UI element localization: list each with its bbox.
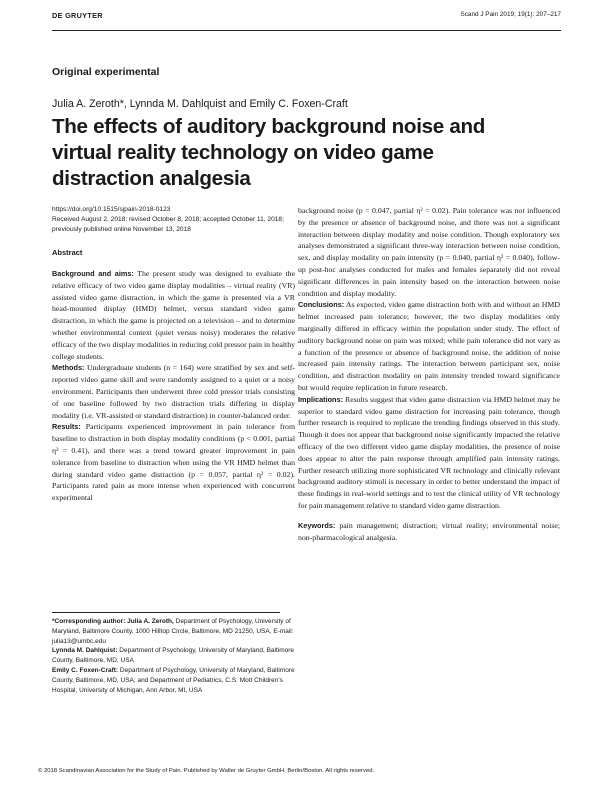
article-type-label: Original experimental [52,66,160,78]
implications-label: Implications: [298,394,344,404]
page-header [52,11,561,23]
methods-label: Methods: [52,363,85,373]
abstract-heading: Abstract [52,248,83,257]
publication-dates: Received August 2, 2018; revised October 8, 2018; accepted October 11, 2018; previously published online November 13, 2018 [52,216,284,233]
abstract-left-column [52,268,295,504]
footnote-divider [52,612,280,613]
background-label: Background and aims: [52,269,134,278]
background-text: The present study was designed to evaluate the relative efficacy of two video game display modalities – virtual reality (VR) assisted video game distraction, in which the game is presented via a VR head-mounted display (HMD) helmet, versus standard video game distraction, in which the game is projected on a television – and to determine whether environmental context (quiet versus noisy) moderates the relative efficacy of the two display modalities in reducing cold pressor pain in healthy college students. [52,269,295,361]
dahlquist-label: Lynnda M. Dahlquist: [52,647,118,655]
results-paragraph [52,421,295,504]
corresponding-author-text: Department of Psychology, University of Maryland, Baltimore County, 1000 Hilltop Circle, Baltimore, MD 21250, USA, E-mail: julia13@umbc.edu [52,618,294,645]
keywords-paragraph [298,520,560,544]
results-text: Participants experienced improvement in pain tolerance from baseline to distraction in both display modality conditions (p < 0.001, partial η² = 0.41), and there was a trend toward greater improvement in pain tolerance from baseline to distraction when using the VR HMD helmet than during standard video game distraction (p = 0.057, partial η² = 0.02). Participants rated pain as more intense when experienced with concurrent experimental [52,422,296,503]
foxen-affiliation [52,666,295,695]
publisher-logo: DE GRUYTER [52,11,103,20]
doi-link[interactable]: https://doi.org/10.1515/sjpain-2018-0123 [52,206,171,213]
header-divider [52,30,561,31]
results-continued: background noise (p = 0.047, partial η² = 0.02). Pain tolerance was not influenced by the presence or absence of background noise, and there was not a significant interaction between display modality and noise condition. Though exploratory sex analyses demonstrated a significant three-way interaction between noise condition, sex, and display modality on pain intensity (p = 0.040, partial η² = 0.040), follow-up post-hoc analyses conducted for males and females separately did not reveal significant differences in pain intensity based on the interaction between noise condition and display modality. [298,206,560,298]
copyright-notice: © 2018 Scandinavian Association for the Study of Pain. Published by Walter de Gruyter GmbH, Berlin/Boston. All rights reserved. [38,768,375,774]
conclusions-paragraph [298,299,560,393]
implications-text: Results suggest that video game distraction via HMD helmet may be superior to standard video game distraction for increasing pain tolerance, though further research is required to replicate the trending findings observed in this study. Though it does not appear that background noise significantly impacted the relative efficacy of the two different video game display modalities, the presence of noise does appear to alter the pain response through amplified pain intensity ratings. Further research utilizing more sophisticated VR technology and clinically relevant background auditory stimuli is necessary in order to better understand the impact of these findings in real-world settings and to test the clinical utility of VR technology for pain management relative to standard video game distraction. [298,394,561,510]
dahlquist-text: Department of Psychology, University of Maryland, Baltimore County, Baltimore, MD, USA [52,647,295,665]
dahlquist-affiliation [52,646,295,666]
keywords-label: Keywords: [298,520,336,530]
author-list: Julia A. Zeroth*, Lynnda M. Dahlquist and Emily C. Foxen-Craft [52,98,348,110]
implications-paragraph [298,394,560,512]
foxen-label: Emily C. Foxen-Craft: [52,666,119,674]
foxen-text: Department of Psychology, University of Maryland, Baltimore County, Baltimore, MD, USA; and Department of Pediatrics, C.S. Mott Children's Hospital, University of Michigan, Ann Arbor, MI, USA [52,666,295,694]
background-paragraph [52,268,295,362]
corresponding-author-label: *Corresponding author: Julia A. Zeroth, [52,618,174,625]
methods-text: Undergraduate students (n = 164) were stratified by sex and self-reported video game skill and were randomly assigned to a quiet or a noisy environment. Participants then underwent three cold pressor trials consisting of one baseline followed by two distraction trials differing in display modality (i.e. VR-assisted or standard distraction) in counter-balanced order. [52,363,295,420]
author-affiliations [52,617,295,695]
keywords-text: pain management; distraction; virtual reality; environmental noise; non-pharmacological analgesia. [298,520,560,542]
conclusions-text: As expected, video game distraction both with and without an HMD helmet increased pain tolerance; however, the two display modalities only marginally differed in efficacy within the population under study. The effect of auditory background noise on pain was mixed; while pain tolerance did not vary as a function of the presence or absence of background noise, the addition of noise increased pain intensity ratings. The interaction between participant sex, noise condition, and distraction modality on pain intensity trended toward significance but would require replication in future research. [298,300,560,392]
article-title: The effects of auditory background noise and virtual reality technology on video game distraction analgesia [52,115,486,190]
results-label: Results: [52,422,81,432]
methods-paragraph [52,362,295,421]
abstract-right-column [298,205,560,543]
journal-citation: Scand J Pain 2019; 19(1): 207–217 [460,11,561,18]
corresponding-author-note [52,617,295,646]
conclusions-label: Conclusions: [298,300,345,310]
article-metadata [52,205,292,235]
